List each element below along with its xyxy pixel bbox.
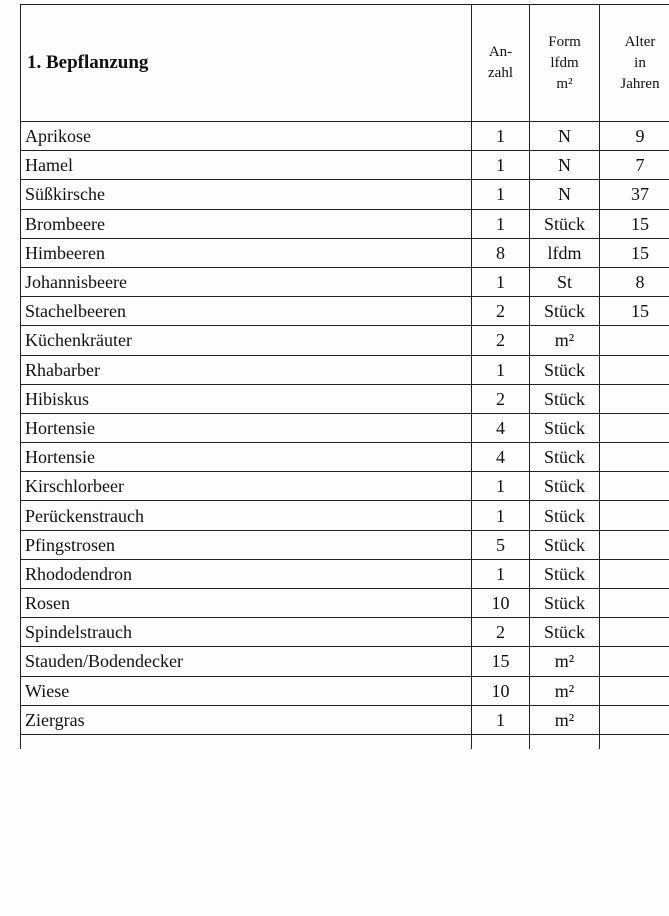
form-cell: Stück — [530, 355, 600, 384]
age-cell — [600, 705, 669, 734]
form-cell: Stück — [530, 443, 600, 472]
table-body — [21, 122, 669, 749]
quantity-cell: 4 — [472, 413, 530, 442]
plant-name-cell: Spindelstrauch — [21, 618, 472, 647]
quantity-cell: 1 — [472, 267, 530, 296]
empty-cell — [21, 734, 472, 749]
table-row — [21, 238, 669, 267]
table-row — [21, 618, 669, 647]
quantity-cell: 1 — [472, 151, 530, 180]
quantity-cell: 2 — [472, 297, 530, 326]
table-row — [21, 209, 669, 238]
quantity-cell: 1 — [472, 501, 530, 530]
quantity-cell: 5 — [472, 530, 530, 559]
table-row — [21, 413, 669, 442]
plant-name-cell: Ziergras — [21, 705, 472, 734]
age-cell: 7 — [600, 151, 669, 180]
plant-name-cell: Kirschlorbeer — [21, 472, 472, 501]
column-header-anzahl-line: zahl — [488, 65, 513, 81]
column-header-anzahl-line: An- — [488, 44, 513, 60]
age-cell — [600, 355, 669, 384]
quantity-cell: 8 — [472, 238, 530, 267]
column-header-form-line: Form — [548, 33, 581, 50]
table-row — [21, 355, 669, 384]
planting-table — [20, 4, 669, 749]
form-cell: Stück — [530, 209, 600, 238]
quantity-cell: 1 — [472, 355, 530, 384]
age-cell — [600, 618, 669, 647]
age-cell — [600, 443, 669, 472]
age-cell — [600, 413, 669, 442]
table-row — [21, 530, 669, 559]
table-row — [21, 705, 669, 734]
age-cell: 9 — [600, 122, 669, 151]
table-row — [21, 326, 669, 355]
form-cell: Stück — [530, 384, 600, 413]
form-cell: m² — [530, 705, 600, 734]
plant-name-cell: Hortensie — [21, 443, 472, 472]
table-row — [21, 384, 669, 413]
table-row — [21, 297, 669, 326]
form-cell: Stück — [530, 530, 600, 559]
form-cell: Stück — [530, 618, 600, 647]
plant-name-cell: Johannisbeere — [21, 267, 472, 296]
plant-name-cell: Hortensie — [21, 413, 472, 442]
table-row — [21, 647, 669, 676]
quantity-cell: 10 — [472, 676, 530, 705]
column-header-alter-line: Jahren — [620, 75, 660, 92]
plant-name-cell: Himbeeren — [21, 238, 472, 267]
quantity-cell: 1 — [472, 180, 530, 209]
plant-name-cell: Rhabarber — [21, 355, 472, 384]
form-cell: m² — [530, 676, 600, 705]
column-header-form-line: m² — [556, 75, 573, 92]
form-cell: Stück — [530, 472, 600, 501]
column-header-alter — [600, 5, 669, 122]
form-cell: N — [530, 151, 600, 180]
age-cell — [600, 326, 669, 355]
age-cell — [600, 530, 669, 559]
quantity-cell: 2 — [472, 384, 530, 413]
empty-cell — [600, 734, 669, 749]
quantity-cell: 1 — [472, 559, 530, 588]
quantity-cell: 10 — [472, 589, 530, 618]
plant-name-cell: Brombeere — [21, 209, 472, 238]
form-cell: Stück — [530, 501, 600, 530]
age-cell: 37 — [600, 180, 669, 209]
table-row-partial — [21, 734, 669, 749]
form-cell: m² — [530, 647, 600, 676]
form-cell: N — [530, 122, 600, 151]
plant-name-cell: Wiese — [21, 676, 472, 705]
table-row — [21, 443, 669, 472]
table-row — [21, 501, 669, 530]
section-title: 1. Bepflanzung — [21, 5, 472, 122]
plant-name-cell: Rhododendron — [21, 559, 472, 588]
quantity-cell: 1 — [472, 122, 530, 151]
form-cell: Stück — [530, 413, 600, 442]
column-header-form — [530, 5, 600, 122]
age-cell: 15 — [600, 297, 669, 326]
quantity-cell: 15 — [472, 647, 530, 676]
table-row — [21, 122, 669, 151]
quantity-cell: 1 — [472, 472, 530, 501]
plant-name-cell: Perückenstrauch — [21, 501, 472, 530]
form-cell: m² — [530, 326, 600, 355]
column-header-anzahl — [472, 5, 530, 122]
age-cell — [600, 501, 669, 530]
age-cell: 15 — [600, 238, 669, 267]
form-cell: St — [530, 267, 600, 296]
plant-name-cell: Hamel — [21, 151, 472, 180]
age-cell: 15 — [600, 209, 669, 238]
form-cell: N — [530, 180, 600, 209]
table-row — [21, 589, 669, 618]
form-cell: Stück — [530, 589, 600, 618]
column-header-alter-line: in — [634, 54, 646, 71]
age-cell — [600, 647, 669, 676]
plant-name-cell: Stachelbeeren — [21, 297, 472, 326]
plant-name-cell: Aprikose — [21, 122, 472, 151]
age-cell — [600, 589, 669, 618]
table-row — [21, 267, 669, 296]
table-row — [21, 180, 669, 209]
age-cell — [600, 676, 669, 705]
age-cell — [600, 559, 669, 588]
quantity-cell: 4 — [472, 443, 530, 472]
empty-cell — [530, 734, 600, 749]
plant-name-cell: Rosen — [21, 589, 472, 618]
quantity-cell: 1 — [472, 705, 530, 734]
plant-name-cell: Küchenkräuter — [21, 326, 472, 355]
plant-name-cell: Süßkirsche — [21, 180, 472, 209]
column-header-alter-line: Alter — [624, 33, 656, 50]
table-row — [21, 559, 669, 588]
quantity-cell: 2 — [472, 326, 530, 355]
age-cell: 8 — [600, 267, 669, 296]
form-cell: Stück — [530, 559, 600, 588]
empty-cell — [472, 734, 530, 749]
table-header-row — [21, 5, 669, 122]
table-row — [21, 676, 669, 705]
plant-name-cell: Hibiskus — [21, 384, 472, 413]
table-row — [21, 151, 669, 180]
form-cell: Stück — [530, 297, 600, 326]
age-cell — [600, 384, 669, 413]
plant-name-cell: Pfingstrosen — [21, 530, 472, 559]
form-cell: lfdm — [530, 238, 600, 267]
column-header-form-line: lfdm — [550, 54, 579, 71]
quantity-cell: 1 — [472, 209, 530, 238]
plant-name-cell: Stauden/Bodendecker — [21, 647, 472, 676]
quantity-cell: 2 — [472, 618, 530, 647]
table-row — [21, 472, 669, 501]
age-cell — [600, 472, 669, 501]
